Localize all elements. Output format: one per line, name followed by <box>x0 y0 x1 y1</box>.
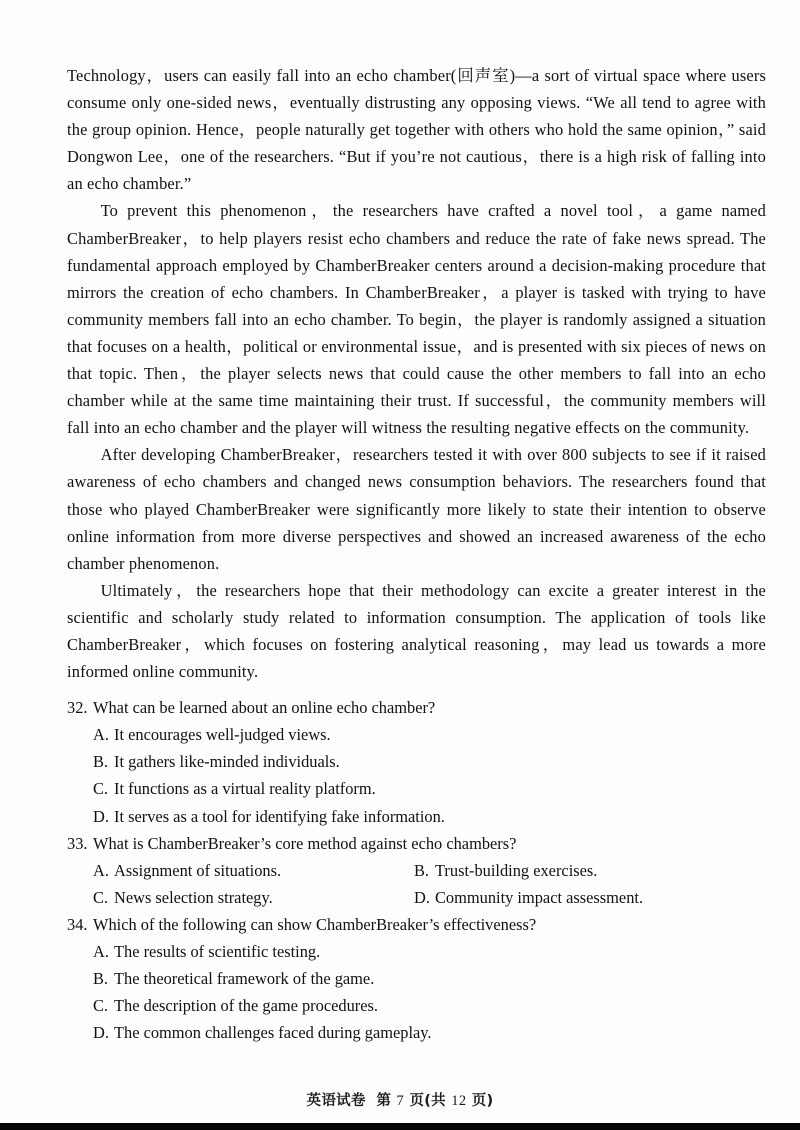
passage-paragraph-2: To prevent this phenomenon，the researchers have crafted a novel tool，a game named ChamberBreaker，to help players resist echo chambers and reduce the rate of fake news spread. The fundamental approach employed by ChamberBreaker centers around a decision-making procedure that mirrors the creation of echo chambers. In ChamberBreaker，a player is tasked with trying to have community members fall into an echo chamber. To begin，the player is randomly assigned a situation that focuses on a health，political or environmental issue，and is presented with six pieces of news on that topic. Then，the player selects news that could cause the other members to fall into an echo chamber while at the same time maintaining their trust. If successful，the community members will fall into an echo chamber and the player will witness the resulting negative effects on the community. <box>67 201 766 438</box>
page-content <box>67 62 766 1046</box>
option-letter-d: D. <box>93 806 109 826</box>
option-letter-c: C. <box>93 779 109 799</box>
option-letter-c: C. <box>93 996 109 1016</box>
page-edge-bar <box>0 1123 800 1130</box>
footer-page-number: 7 <box>396 1093 405 1109</box>
question-33-option-c[interactable] <box>67 884 414 911</box>
question-33-option-d[interactable] <box>414 884 766 911</box>
page-footer <box>0 1089 800 1110</box>
option-text-c: The description of the game procedures. <box>114 996 378 1016</box>
option-text-d: Community impact assessment. <box>435 887 644 907</box>
passage-paragraph-4: Ultimately，the researchers hope that their methodology can excite a greater interest in the scientific and scholarly study related to information consumption. The application of tools like ChamberBreaker，which focuses on fostering analytical reasoning，may lead us towards a more informed online community. <box>67 580 766 682</box>
question-33-option-row-1 <box>67 857 766 884</box>
option-letter-b: B. <box>93 752 109 772</box>
passage-paragraph-3: After developing ChamberBreaker，researchers tested it with over 800 subjects to see if it raised awareness of echo chambers and changed news consumption behaviors. The researchers found that those who played ChamberBreaker were significantly more likely to state their intention to observe online information from more diverse perspectives and showed an increased awareness of the echo chamber phenomenon. <box>67 445 766 573</box>
question-34-stem-text: Which of the following can show ChamberBreaker’s effectiveness? <box>93 914 537 934</box>
option-text-a: Assignment of situations. <box>114 860 282 880</box>
question-32 <box>67 694 766 829</box>
option-text-d: The common challenges faced during gameplay. <box>114 1023 432 1043</box>
option-letter-d: D. <box>414 887 430 907</box>
question-34-number: 34. <box>67 914 88 934</box>
footer-subject-label: 英语试卷 <box>306 1093 366 1109</box>
question-33-number: 33. <box>67 833 88 853</box>
option-text-b: Trust-building exercises. <box>435 860 598 880</box>
question-33-option-b[interactable] <box>414 857 766 884</box>
question-33-option-a[interactable] <box>67 857 414 884</box>
question-34-stem <box>67 911 766 938</box>
option-letter-c: C. <box>93 887 109 907</box>
option-letter-a: A. <box>93 860 109 880</box>
question-32-option-d[interactable] <box>67 803 766 830</box>
question-34-option-a[interactable] <box>67 938 766 965</box>
footer-page-prefix: 第 <box>376 1093 392 1109</box>
question-34 <box>67 911 766 1046</box>
option-text-c: It functions as a virtual reality platform. <box>114 779 376 799</box>
question-33-stem-text: What is ChamberBreaker’s core method against echo chambers? <box>93 833 517 853</box>
question-32-option-a[interactable] <box>67 721 766 748</box>
option-text-a: It encourages well-judged views. <box>114 725 331 745</box>
footer-total-suffix: 页) <box>471 1093 494 1109</box>
question-32-number: 32. <box>67 698 88 718</box>
option-letter-a: A. <box>93 942 109 961</box>
option-letter-a: A. <box>93 725 109 745</box>
footer-total-pages: 12 <box>451 1093 467 1109</box>
option-letter-b: B. <box>93 969 109 989</box>
option-letter-b: B. <box>414 860 430 880</box>
option-text-b: The theoretical framework of the game. <box>114 969 375 989</box>
question-32-option-b[interactable] <box>67 748 766 775</box>
option-text-b: It gathers like-minded individuals. <box>114 752 340 772</box>
question-32-stem <box>67 694 766 721</box>
question-34-option-c[interactable] <box>67 992 766 1019</box>
footer-page-suffix: 页(共 <box>409 1093 446 1109</box>
question-33-stem <box>67 830 766 857</box>
question-33-option-row-2 <box>67 884 766 911</box>
questions-list <box>67 694 766 1046</box>
question-32-option-c[interactable] <box>67 775 766 802</box>
question-34-option-d[interactable] <box>67 1019 766 1046</box>
option-text-a: The results of scientific testing. <box>114 942 321 961</box>
option-text-d: It serves as a tool for identifying fake information. <box>114 806 445 826</box>
question-32-stem-text: What can be learned about an online echo chamber? <box>93 698 436 718</box>
passage-paragraph-1: Technology，users can easily fall into an echo chamber(回声室)—a sort of virtual space where users consume only one-sided news，eventually distrusting any opposing views. “We all tend to agree with the group opinion. Hence，people naturally get together with others who hold the same opinion，” said Dongwon Lee，one of the researchers. “But if you’re not cautious，there is a high risk of falling into an echo chamber.” <box>67 66 766 194</box>
option-letter-d: D. <box>93 1023 109 1043</box>
question-34-option-b[interactable] <box>67 965 766 992</box>
question-33 <box>67 830 766 911</box>
option-text-c: News selection strategy. <box>114 887 273 907</box>
